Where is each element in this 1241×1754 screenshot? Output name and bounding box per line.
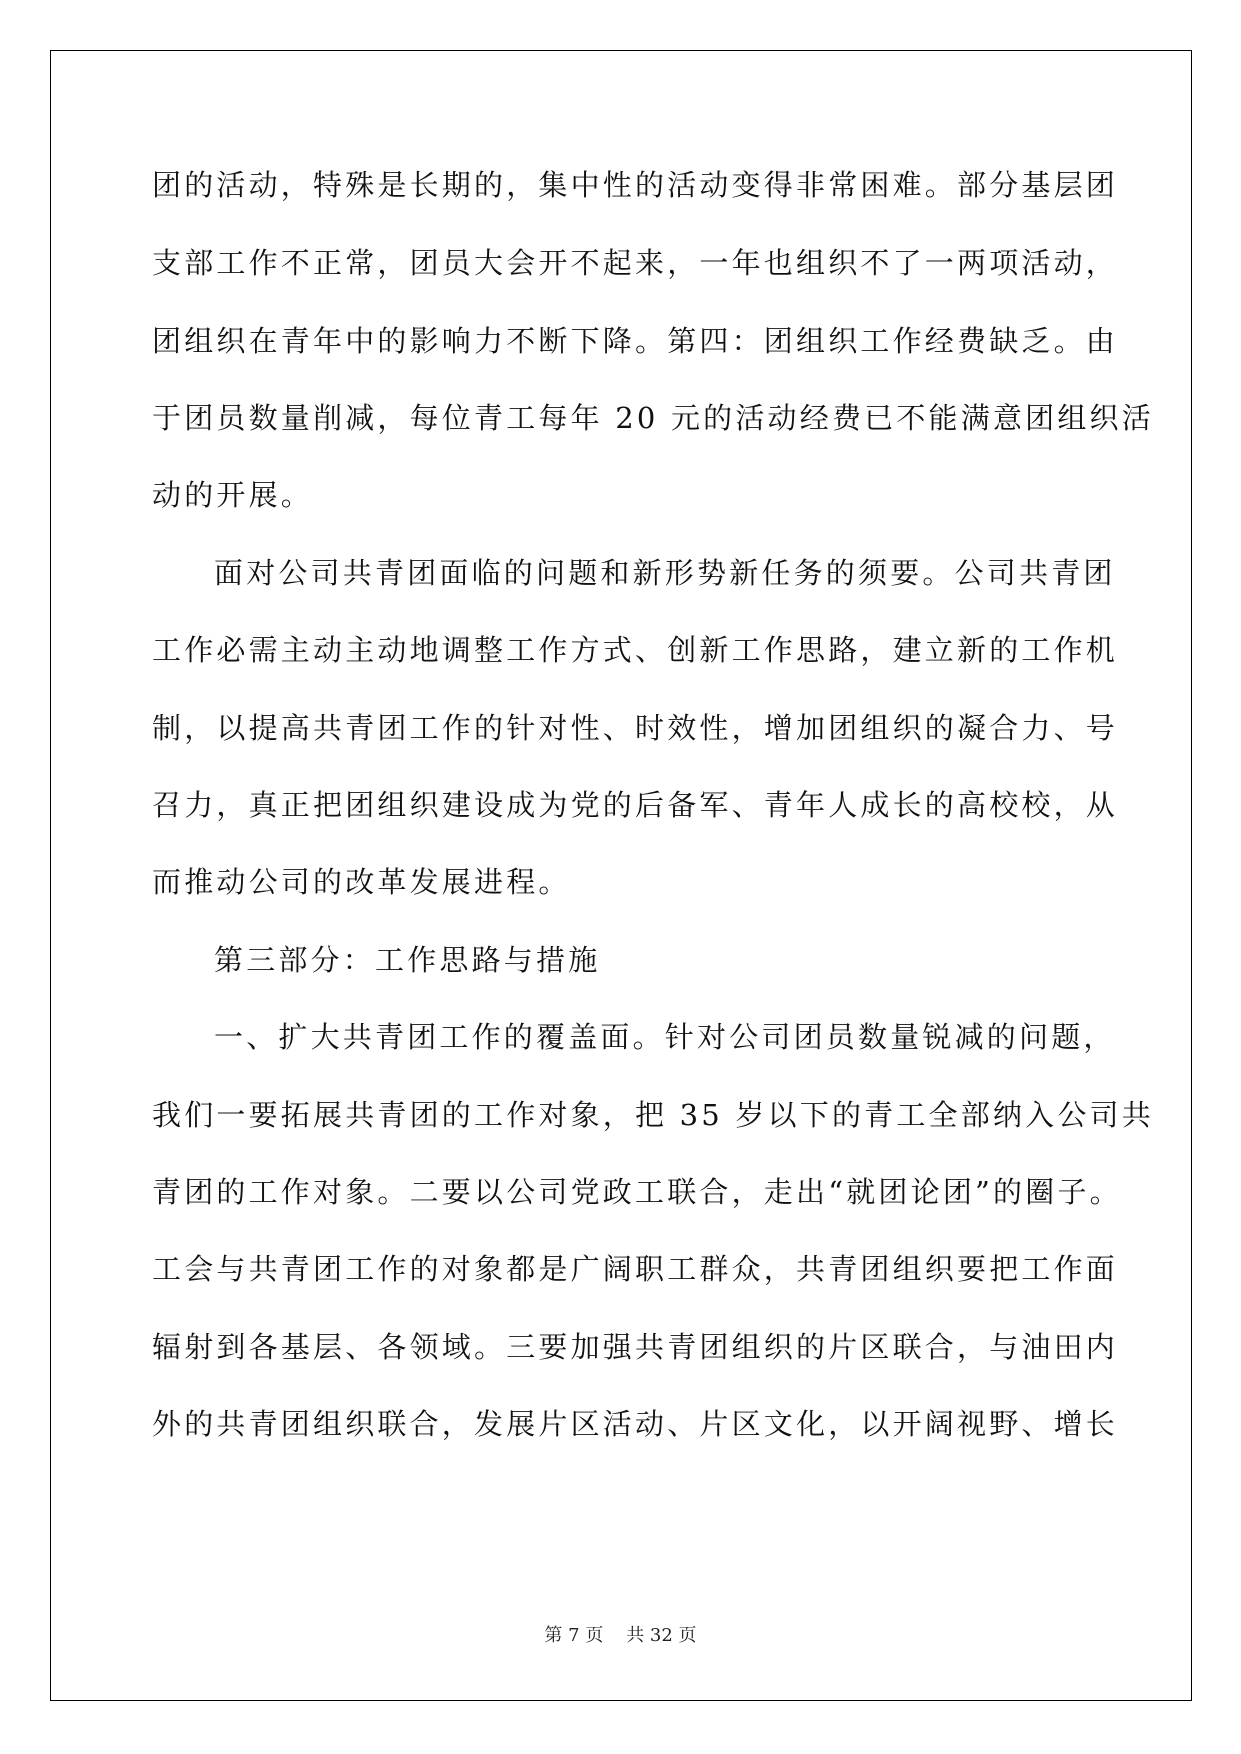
- body-line-9: 召力，真正把团组织建设成为党的后备军、青年人成长的高校校，从: [152, 788, 1119, 822]
- section-heading: 第三部分：工作思路与措施: [214, 943, 601, 977]
- body-line-4: 于团员数量削减，每位青工每年 20 元的活动经费已不能满意团组织活: [152, 401, 1154, 435]
- body-line-8: 制，以提高共青团工作的针对性、时效性，增加团组织的凝合力、号: [152, 711, 1119, 745]
- body-line-16: 辐射到各基层、各领域。三要加强共青团组织的片区联合，与油田内: [152, 1330, 1119, 1364]
- page-footer: 第 7 页 共 32 页: [544, 1625, 697, 1646]
- body-line-13: 我们一要拓展共青团的工作对象，把 35 岁以下的青工全部纳入公司共: [152, 1098, 1154, 1132]
- body-line-6: 面对公司共青团面临的问题和新形势新任务的须要。公司共青团: [214, 556, 1116, 590]
- body-line-10: 而推动公司的改革发展进程。: [152, 865, 571, 899]
- body-line-2: 支部工作不正常，团员大会开不起来，一年也组织不了一两项活动，: [152, 246, 1119, 280]
- body-line-7: 工作必需主动主动地调整工作方式、创新工作思路，建立新的工作机: [152, 633, 1119, 667]
- body-line-15: 工会与共青团工作的对象都是广阔职工群众，共青团组织要把工作面: [152, 1252, 1119, 1286]
- body-line-5: 动的开展。: [152, 478, 314, 512]
- body-line-3: 团组织在青年中的影响力不断下降。第四：团组织工作经费缺乏。由: [152, 324, 1119, 358]
- body-line-1: 团的活动，特殊是长期的，集中性的活动变得非常困难。部分基层团: [152, 168, 1119, 202]
- body-line-12: 一、扩大共青团工作的覆盖面。针对公司团员数量锐减的问题，: [214, 1020, 1116, 1054]
- body-line-14: 青团的工作对象。二要以公司党政工联合，走出“就团论团”的圈子。: [152, 1175, 1122, 1209]
- body-line-17: 外的共青团组织联合，发展片区活动、片区文化，以开阔视野、增长: [152, 1407, 1119, 1441]
